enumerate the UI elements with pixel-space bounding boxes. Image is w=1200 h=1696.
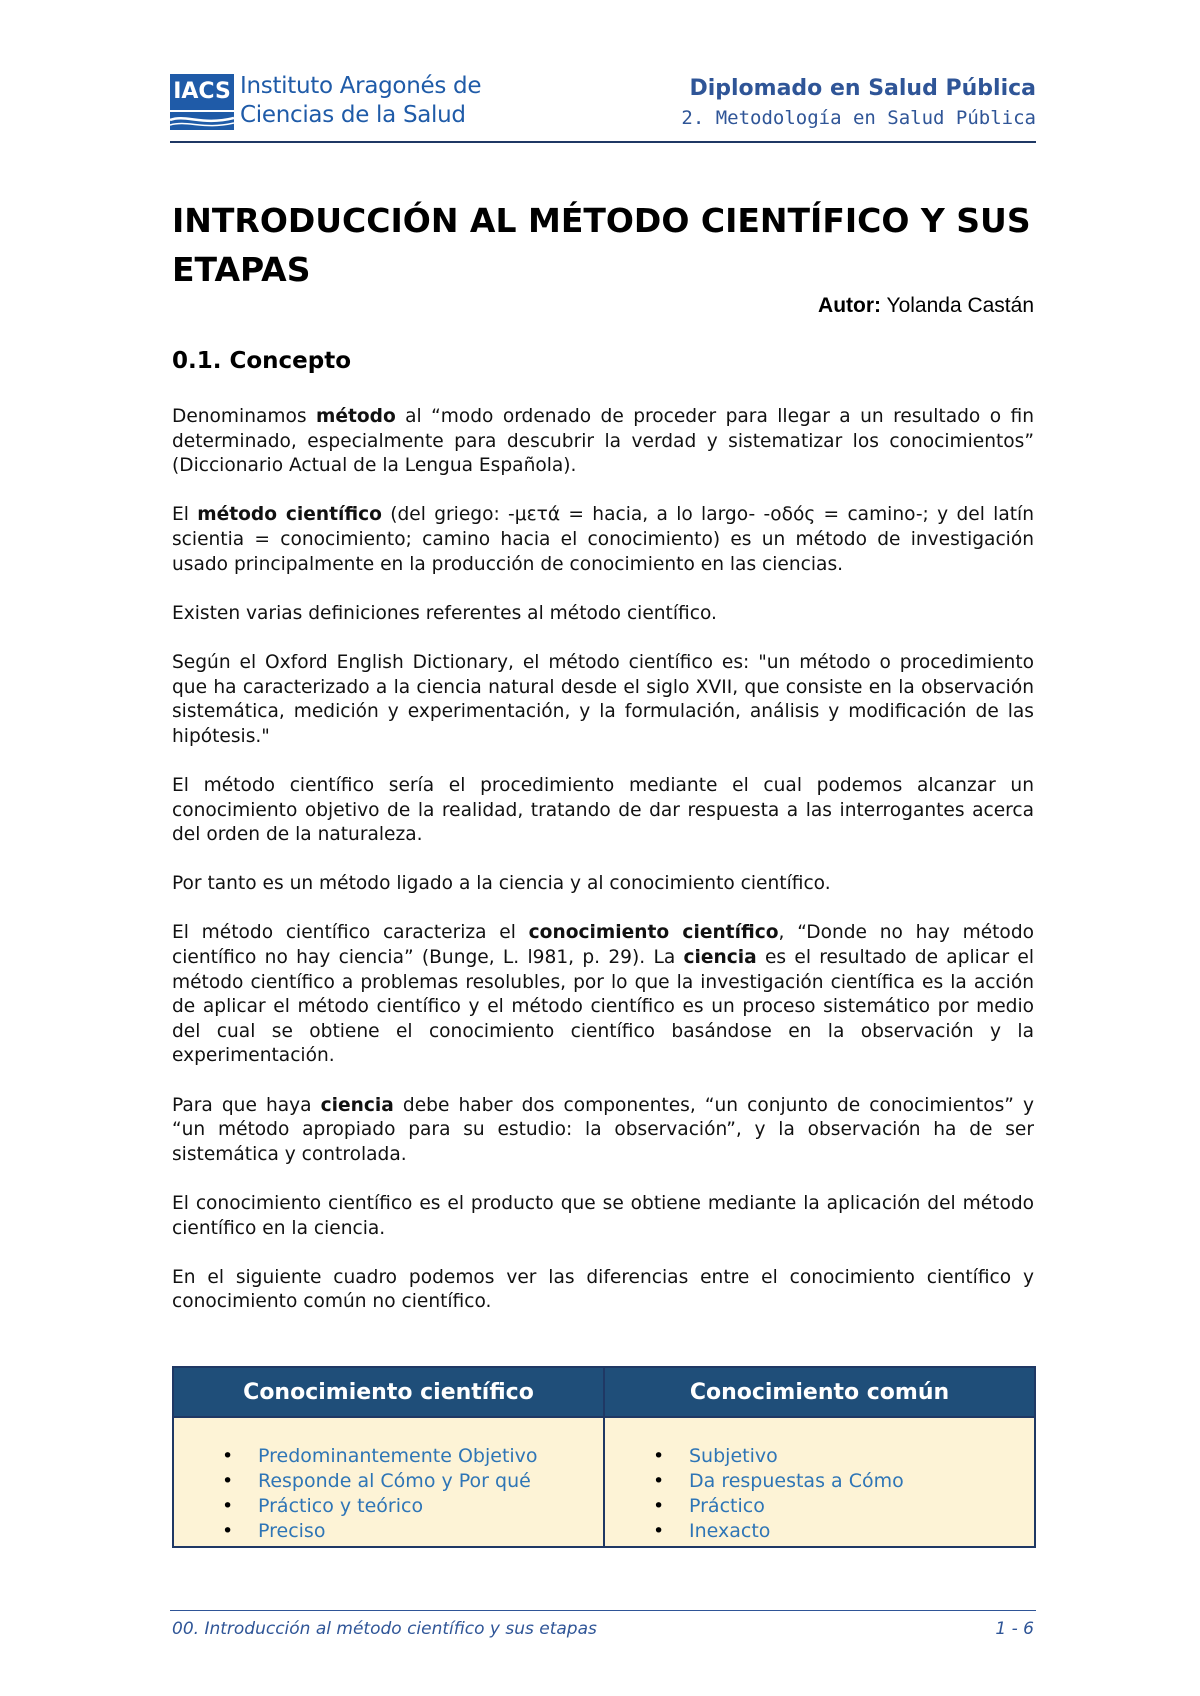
page-header [170, 68, 1036, 143]
institution-name-line1: Instituto Aragonés de [240, 73, 482, 99]
bullet-icon: • [222, 1520, 234, 1542]
institution-name [240, 72, 481, 130]
list-item: • Inexacto [653, 1520, 771, 1542]
footer-document-title: 00. Introducción al método científico y sus etapas [172, 1619, 597, 1639]
paragraph-7: El método científico caracteriza el conocimiento científico, “Donde no hay método científico no hay ciencia” (Bunge, L. l981, p. 29). La ciencia es el resultado de aplicar el método científico a problemas resolubles, por lo que la investigación científica es la acción de aplicar el método científico y el método científico es un proceso sistemático por medio del cual se obtiene el conocimiento científico basándose en la observación y la experimentación. [172, 922, 1034, 1067]
bullet-icon: • [653, 1445, 665, 1467]
paragraph-1: Denominamos método al “modo ordenado de proceder para llegar a un resultado o fin determinado, especialmente para descubrir la verdad y sistematizar los conocimientos” (Diccionario Actual de la Lengua Española). [172, 406, 1034, 477]
page-footer [170, 1610, 1036, 1647]
bullet-icon: • [222, 1445, 234, 1467]
paragraph-9: El conocimiento científico es el producto que se obtiene mediante la aplicación del método científico en la ciencia. [172, 1193, 1034, 1239]
program-title: Diplomado en Salud Pública [689, 76, 1036, 101]
institution-name-line2: Ciencias de la Salud [240, 102, 466, 128]
list-item: • Práctico y teórico [222, 1495, 424, 1517]
bullet-icon: • [653, 1470, 665, 1492]
document-body [172, 405, 1034, 1340]
list-item: • Preciso [222, 1520, 326, 1542]
common-knowledge-cell [604, 1417, 1035, 1547]
list-item: • Práctico [653, 1495, 765, 1517]
bullet-icon: • [653, 1520, 665, 1542]
bullet-icon: • [222, 1495, 234, 1517]
list-item: • Da respuestas a Cómo [653, 1470, 904, 1492]
bullet-icon: • [222, 1470, 234, 1492]
paragraph-6: Por tanto es un método ligado a la ciencia y al conocimiento científico. [172, 873, 831, 895]
author-name: Yolanda Castán [886, 294, 1034, 317]
section-heading: 0.1. Concepto [172, 348, 352, 374]
scientific-knowledge-cell [173, 1417, 604, 1547]
bullet-icon: • [653, 1495, 665, 1517]
list-item: • Subjetivo [653, 1445, 778, 1467]
column-header-scientific: Conocimiento científico [173, 1367, 604, 1417]
author-line [818, 294, 1034, 318]
column-header-common: Conocimiento común [604, 1367, 1035, 1417]
comparison-table [172, 1366, 1036, 1548]
paragraph-4: Según el Oxford English Dictionary, el método científico es: "un método o procedimiento que ha caracterizado a la ciencia natural desde el siglo XVII, que consiste en la observación sistemática, medición y experimentación, y la formulación, análisis y modificación de las hipótesis." [172, 651, 1034, 747]
paragraph-10: En el siguiente cuadro podemos ver las diferencias entre el conocimiento científico y conocimiento común no científico. [172, 1266, 1034, 1313]
wave-icon [170, 112, 234, 130]
header-course-info [681, 74, 1036, 132]
paragraph-2: El método científico (del griego: -μετά = hacia, a lo largo- -οδός = camino-; y del latín scientia = conocimiento; camino hacia el conocimiento) es un método de investigación usado principalmente en la producción de conocimiento en las ciencias. [172, 504, 1034, 575]
list-item: • Predominantemente Objetivo [222, 1445, 538, 1467]
author-label: Autor: [818, 294, 882, 317]
iacs-logo-mark: IACS [170, 74, 234, 110]
common-knowledge-list [605, 1444, 1034, 1544]
paragraph-8: Para que haya ciencia debe haber dos componentes, “un conjunto de conocimientos” y “un método apropiado para su estudio: la observación”, y la observación ha de ser sistemática y controlada. [172, 1094, 1034, 1165]
paragraph-5: El método científico sería el procedimiento mediante el cual podemos alcanzar un conocimiento objetivo de la realidad, tratando de dar respuesta a las interrogantes acerca del orden de la naturaleza. [172, 774, 1034, 846]
list-item: • Responde al Cómo y Por qué [222, 1470, 531, 1492]
paragraph-3: Existen varias definiciones referentes al método científico. [172, 602, 717, 624]
module-title: 2. Metodología en Salud Pública [681, 107, 1036, 129]
scientific-knowledge-list [174, 1444, 603, 1544]
document-title: INTRODUCCIÓN AL MÉTODO CIENTÍFICO Y SUS ETAPAS [172, 201, 1031, 289]
page-number: 1 - 6 [995, 1619, 1034, 1639]
